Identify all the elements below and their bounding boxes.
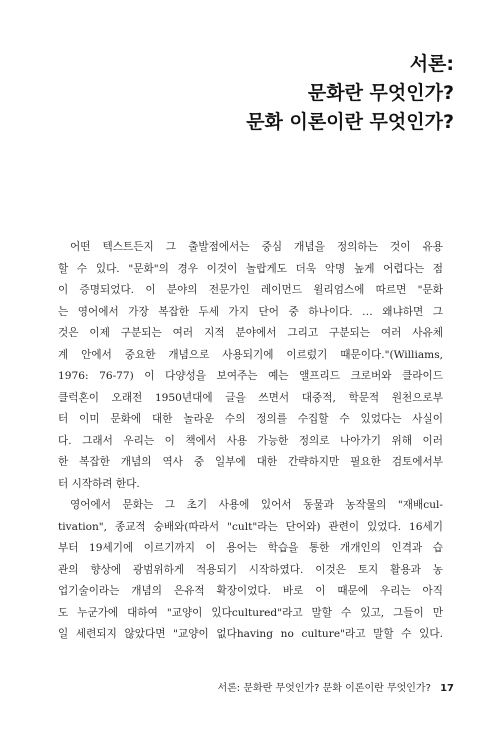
text-line: 업기술이라는 개념의 은유적 확장이었다. 바로 이 때문에 우리는 아직 [58, 585, 443, 597]
text-line: 다. 그래서 우리는 이 책에서 사용 가능한 정의로 나아가기 위해 이러 [58, 434, 443, 447]
text-line: 일 세련되지 않았다면 "교양이 없다having no culture"라고 말할 수 있다. [58, 628, 443, 640]
page-number: 17 [440, 683, 454, 694]
text-line: 이 증명되었다. 이 분야의 전문가인 레이먼드 윌리엄스에 따르면 "문화 [58, 284, 443, 296]
text-line: 할 수 있다. "문화"의 경우 이것이 놀랍게도 더욱 악명 높게 어렵다는 점 [58, 262, 443, 275]
chapter-heading-line-2: 문화란 무엇인가? [307, 82, 454, 104]
text-line: 어떤 텍스트든지 그 출발점에서는 중심 개념을 정의하는 것이 유용 [70, 241, 443, 253]
text-line: 영어에서 문화는 그 초기 사용에 있어서 동물과 농작물의 "재배cul- [70, 499, 443, 511]
text-line: 는 영어에서 가장 복잡한 두세 가지 단어 중 하나이다. … 왜냐하면 그 [58, 305, 443, 318]
text-line: 터 이미 문화에 대한 놀라운 수의 정의를 수집할 수 있었다는 사실이 [58, 413, 443, 425]
paragraph-1 [58, 237, 443, 495]
text-line: 1976: 76-77) 이 다양성을 보여주는 예는 앨프리드 크로버와 클라이드 [58, 370, 443, 382]
text-line: 클럭혼이 오래전 1950년대에 글을 쓰면서 대중적, 학문적 원천으로부 [58, 391, 443, 404]
text-line: 도 누군가에 대하여 "교양이 있다cultured"라고 말할 수 있고, 그들이 만 [58, 606, 443, 619]
text-line: 계 안에서 중요한 개념으로 사용되기에 이르렀기 때문이다."(Williams, [58, 348, 443, 361]
chapter-heading [246, 50, 454, 137]
text-line: tivation", 종교적 숭배와(따라서 "cult"라는 단어와) 관련이 있었다. 16세기 [58, 520, 443, 533]
text-line: 관의 향상에 광범위하게 적용되기 시작하였다. 이것은 토지 활용과 농 [58, 563, 443, 576]
running-title: 서론: 문화란 무엇인가? 문화 이론이란 무엇인가? [217, 683, 431, 694]
chapter-heading-line-1: 서론: [409, 53, 454, 75]
body-text [58, 237, 443, 646]
text-line: 터 시작하려 한다. [58, 477, 140, 490]
text-line: 한 복잡한 개념의 역사 중 일부에 대한 간략하지만 필요한 검토에서부 [58, 456, 443, 468]
chapter-heading-line-3: 문화 이론이란 무엇인가? [246, 111, 454, 133]
page-footer [217, 679, 454, 694]
text-line: 것은 이제 구분되는 여러 지적 분야에서 그리고 구분되는 여러 사유체 [58, 327, 443, 339]
paragraph-2 [58, 495, 443, 646]
text-line: 부터 19세기에 이르기까지 이 용어는 학습을 통한 개개인의 인격과 습 [58, 542, 443, 554]
